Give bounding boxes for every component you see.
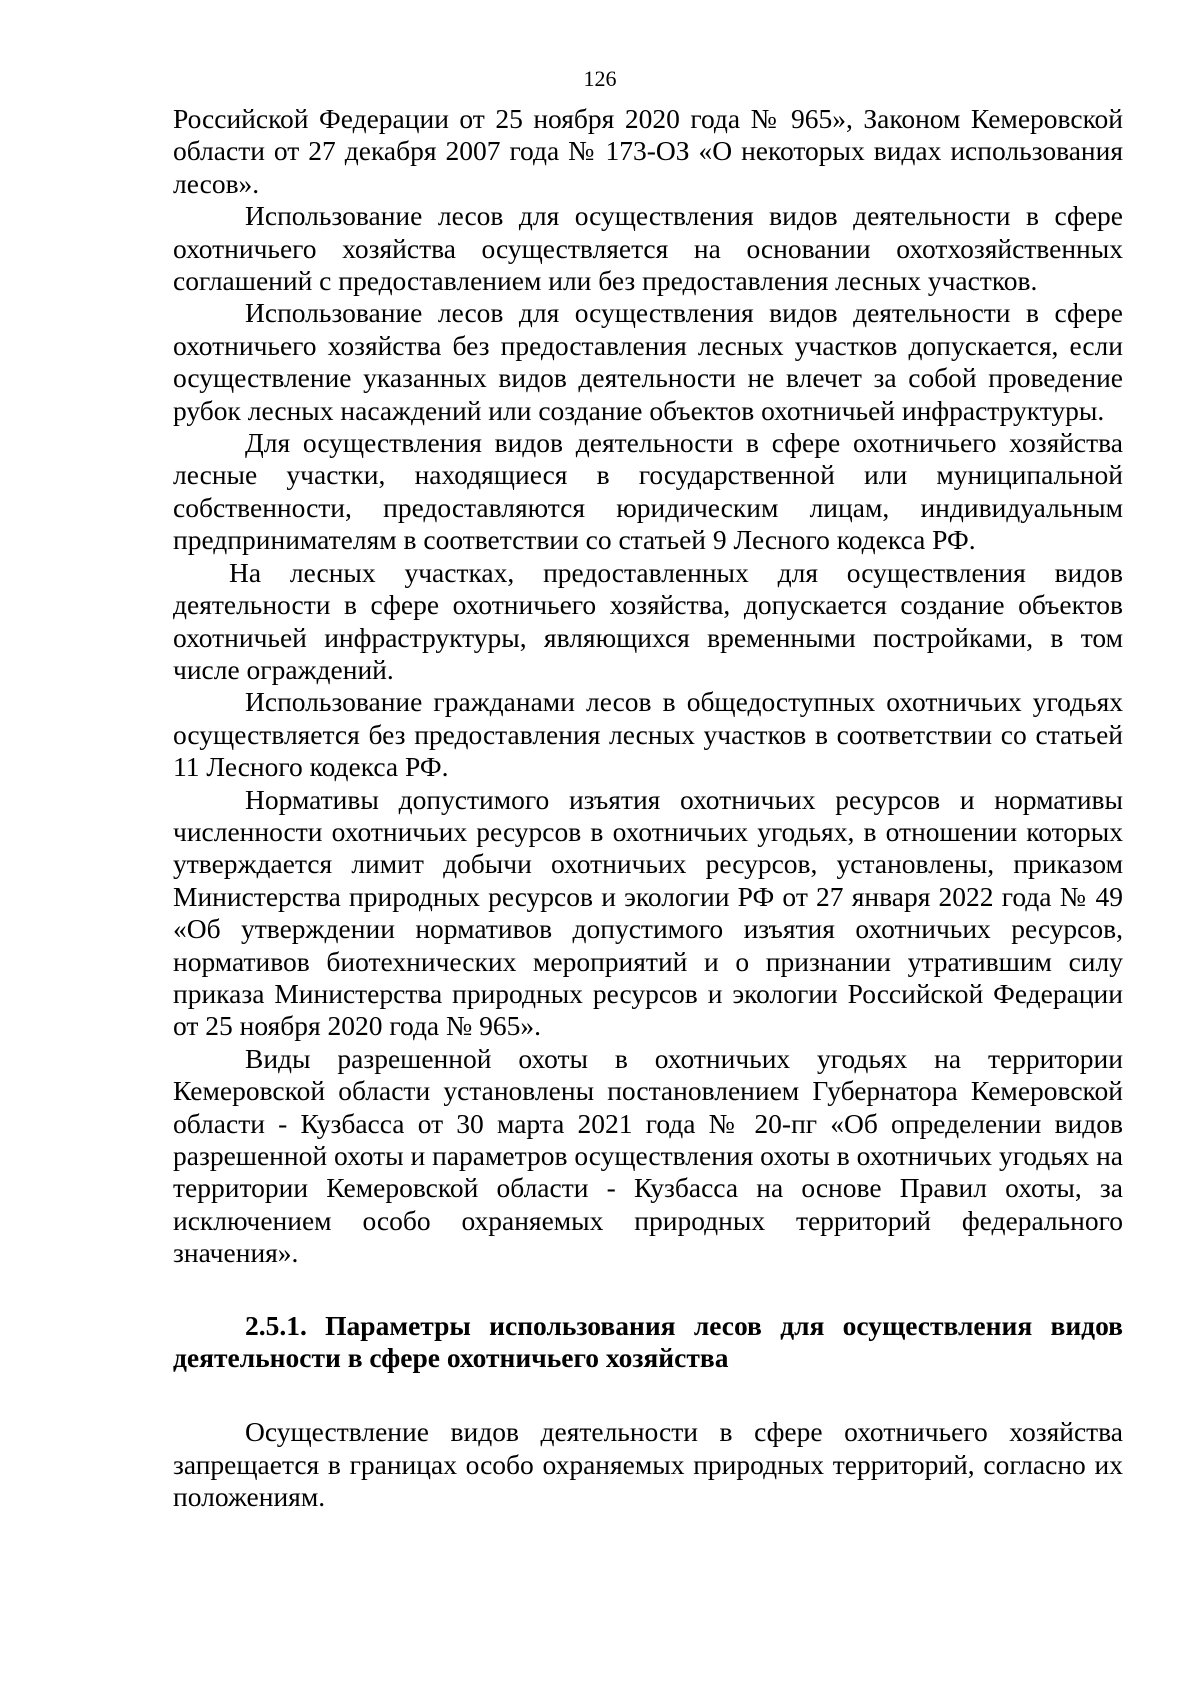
paragraph-infrastructure: На лесных участках, предоставленных для осуществления видов деятельности в сфере охотничьего хозяйства, допускается создание объектов охотничьей инфраструктуры, являющихся временными постройками, в том числе ограждений. [173,556,1123,685]
document-body [173,103,1123,1514]
paragraph-forest-use-agreements: Использование лесов для осуществления видов деятельности в сфере охотничьего хозяйства осуществляется на основании охотхозяйственных соглашений с предоставлением или без предоставления лесных участков. [173,200,1123,297]
paragraph-continuation: Российской Федерации от 25 ноября 2020 года № 965», Законом Кемеровской области от 27 декабря 2007 года № 173-ОЗ «О некоторых видах использования лесов». [173,103,1123,199]
paragraph-forest-use-without-plots: Использование лесов для осуществления видов деятельности в сфере охотничьего хозяйства без предоставления лесных участков допускается, если осуществление указанных видов деятельности не влечет за собой проведение рубок лесных насаждений или создание объектов охотничьей инфраструктуры. [173,297,1123,426]
page-number: 126 [583,66,617,91]
paragraph-hunting-types: Виды разрешенной охоты в охотничьих угодьях на территории Кемеровской области установлены постановлением Губернатора Кемеровской области - Кузбасса от 30 марта 2021 года № 20-пг «Об определении видов разрешенной охоты и параметров осуществления охоты в охотничьих угодьях на территории Кемеровской области - Кузбасса на основе Правил охоты, за исключением особо охраняемых природных территорий федерального значения». [173,1042,1123,1269]
paragraph-plots-provision: Для осуществления видов деятельности в сфере охотничьего хозяйства лесные участки, находящиеся в государственной или муниципальной собственности, предоставляются юридическим лицам, индивидуальным предпринимателям в соответствии со статьей 9 Лесного кодекса РФ. [173,427,1123,556]
section-paragraph: Осуществление видов деятельности в сфере охотничьего хозяйства запрещается в границах особо охраняемых природных территорий, согласно их положениям. [173,1416,1123,1513]
paragraph-public-hunting-grounds: Использование гражданами лесов в общедоступных охотничьих угодьях осуществляется без предоставления лесных участков в соответствии со статьей 11 Лесного кодекса РФ. [173,686,1123,783]
paragraph-withdrawal-norms: Нормативы допустимого изъятия охотничьих ресурсов и нормативы численности охотничьих ресурсов в охотничьих угодьях, в отношении которых утверждается лимит добычи охотничьих ресурсов, установлены, приказом Министерства природных ресурсов и экологии РФ от 27 января 2022 года № 49 «Об утверждении нормативов допустимого изъятия охотничьих ресурсов, нормативов биотехнических мероприятий и о признании утратившим силу приказа Министерства природных ресурсов и экологии Российской Федерации от 25 ноября 2020 года № 965». [173,783,1123,1042]
section-heading: 2.5.1. Параметры использования лесов для осуществления видов деятельности в сфере охотничьего хозяйства [173,1309,1123,1374]
